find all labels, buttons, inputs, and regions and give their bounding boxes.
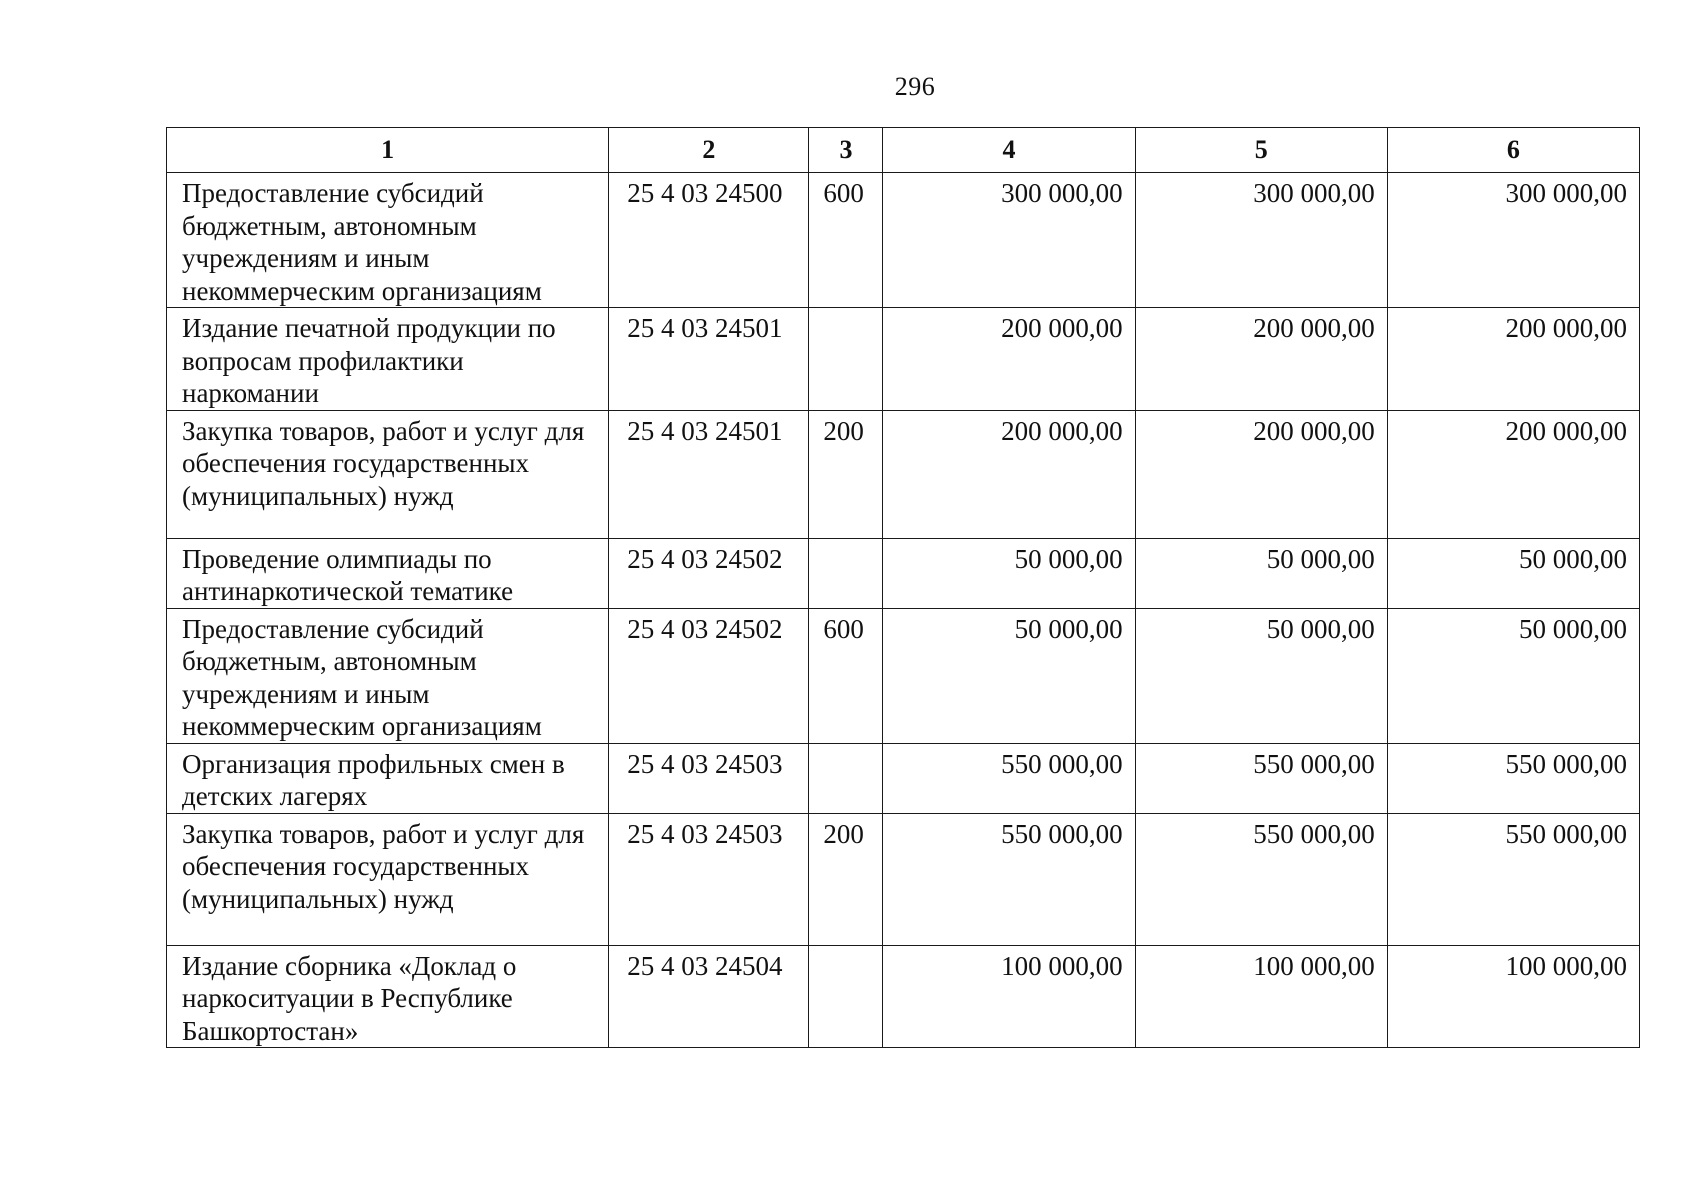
table-header <box>167 128 1640 173</box>
row-amount-col5: 300 000,00 <box>1135 173 1387 308</box>
table-row <box>167 410 1640 538</box>
row-amount-col5: 550 000,00 <box>1135 743 1387 813</box>
table-row <box>167 173 1640 308</box>
header-col-6: 6 <box>1387 128 1639 173</box>
row-amount-col6: 200 000,00 <box>1387 410 1639 538</box>
row-expense-type <box>809 308 883 411</box>
row-amount-col6: 50 000,00 <box>1387 538 1639 608</box>
header-col-5: 5 <box>1135 128 1387 173</box>
table-row <box>167 608 1640 743</box>
row-amount-col6: 300 000,00 <box>1387 173 1639 308</box>
row-code: 25 4 03 24502 <box>609 608 809 743</box>
row-amount-col6: 550 000,00 <box>1387 743 1639 813</box>
row-code: 25 4 03 24501 <box>609 308 809 411</box>
row-name: Закупка товаров, работ и услуг для обеспечения государственных (муниципальных) нужд <box>167 813 609 945</box>
row-amount-col6: 550 000,00 <box>1387 813 1639 945</box>
row-expense-type: 600 <box>809 608 883 743</box>
row-expense-type <box>809 743 883 813</box>
row-name: Проведение олимпиады по антинаркотической тематике <box>167 538 609 608</box>
row-amount-col4: 200 000,00 <box>883 410 1135 538</box>
header-col-2: 2 <box>609 128 809 173</box>
table-row <box>167 945 1640 1048</box>
row-amount-col4: 100 000,00 <box>883 945 1135 1048</box>
table-body <box>167 173 1640 1048</box>
row-code: 25 4 03 24502 <box>609 538 809 608</box>
row-amount-col5: 100 000,00 <box>1135 945 1387 1048</box>
header-col-3: 3 <box>809 128 883 173</box>
row-code: 25 4 03 24504 <box>609 945 809 1048</box>
row-expense-type: 200 <box>809 813 883 945</box>
row-name: Предоставление субсидий бюджетным, автономным учреждениям и иным некоммерческим организациям <box>167 608 609 743</box>
table-row <box>167 308 1640 411</box>
row-name: Закупка товаров, работ и услуг для обеспечения государственных (муниципальных) нужд <box>167 410 609 538</box>
row-name: Организация профильных смен в детских лагерях <box>167 743 609 813</box>
row-expense-type: 200 <box>809 410 883 538</box>
row-amount-col5: 50 000,00 <box>1135 608 1387 743</box>
row-amount-col4: 550 000,00 <box>883 813 1135 945</box>
row-code: 25 4 03 24503 <box>609 743 809 813</box>
row-expense-type <box>809 945 883 1048</box>
row-amount-col4: 550 000,00 <box>883 743 1135 813</box>
row-amount-col5: 200 000,00 <box>1135 308 1387 411</box>
row-amount-col5: 200 000,00 <box>1135 410 1387 538</box>
table-row <box>167 743 1640 813</box>
row-amount-col5: 550 000,00 <box>1135 813 1387 945</box>
row-amount-col6: 50 000,00 <box>1387 608 1639 743</box>
row-amount-col6: 200 000,00 <box>1387 308 1639 411</box>
row-amount-col5: 50 000,00 <box>1135 538 1387 608</box>
row-expense-type <box>809 538 883 608</box>
page-number: 296 <box>894 72 936 101</box>
row-amount-col4: 50 000,00 <box>883 538 1135 608</box>
header-col-4: 4 <box>883 128 1135 173</box>
row-amount-col6: 100 000,00 <box>1387 945 1639 1048</box>
row-code: 25 4 03 24501 <box>609 410 809 538</box>
row-name: Предоставление субсидий бюджетным, автономным учреждениям и иным некоммерческим организациям <box>167 173 609 308</box>
row-amount-col4: 50 000,00 <box>883 608 1135 743</box>
row-name: Издание сборника «Доклад о наркоситуации в Республике Башкортостан» <box>167 945 609 1048</box>
table-row <box>167 538 1640 608</box>
header-row <box>167 128 1640 173</box>
table-row <box>167 813 1640 945</box>
row-code: 25 4 03 24503 <box>609 813 809 945</box>
header-col-1: 1 <box>167 128 609 173</box>
row-amount-col4: 300 000,00 <box>883 173 1135 308</box>
budget-table <box>166 127 1640 1048</box>
row-code: 25 4 03 24500 <box>609 173 809 308</box>
row-amount-col4: 200 000,00 <box>883 308 1135 411</box>
row-expense-type: 600 <box>809 173 883 308</box>
row-name: Издание печатной продукции по вопросам профилактики наркомании <box>167 308 609 411</box>
